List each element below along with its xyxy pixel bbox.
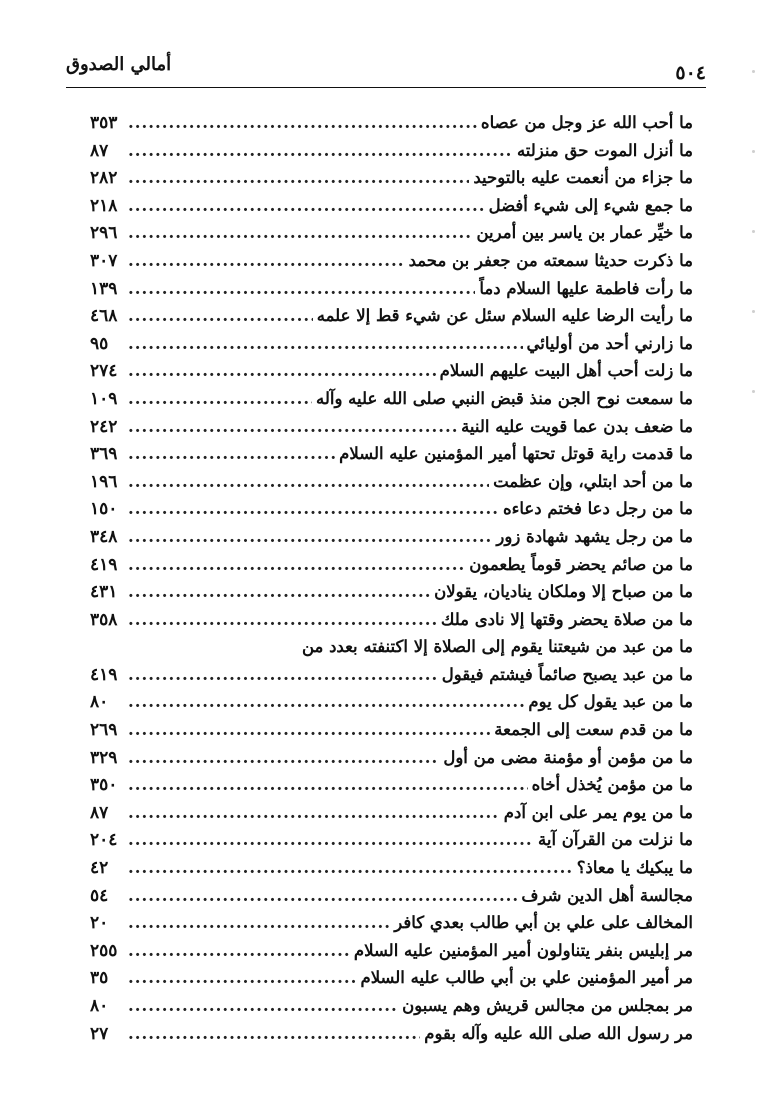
index-entry-page: ٢٦٩ — [90, 720, 118, 741]
index-entry-page: ٢٩٦ — [90, 223, 118, 244]
index-entry — [90, 137, 693, 165]
index-entry-page: ٣٥٠ — [90, 775, 118, 796]
dot-leader — [128, 799, 500, 827]
dot-leader — [128, 661, 438, 689]
index-entry-text: ما زلت أحب أهل البيت عليهم السلام — [439, 361, 693, 381]
index-entry-text: ما من صباح إلا وملكان يناديان، يقولان — [434, 582, 693, 602]
index-entry-text: مر رسول الله صلى الله عليه وآله بقوم — [424, 1023, 693, 1043]
index-entry — [90, 164, 693, 192]
index-entry-page: ٥٤ — [90, 885, 109, 906]
index-entry — [90, 716, 693, 744]
index-entry-page: ٤١٩ — [90, 664, 118, 685]
index-entry-text: ما من مؤمن أو مؤمنة مضى من أول — [443, 747, 693, 767]
index-entry — [90, 413, 693, 441]
dot-leader — [128, 385, 312, 413]
index-entry — [90, 992, 693, 1020]
dot-leader — [128, 109, 477, 137]
index-entry-page: ٢١٨ — [90, 195, 118, 216]
dot-leader — [128, 771, 528, 799]
index-entry-text: مر إبليس بنفر يتناولون أمير المؤمنين عليه السلام — [353, 940, 693, 960]
index-entry-page: ٣٥٣ — [90, 113, 118, 133]
index-entry-page: ٢٧ — [90, 1023, 109, 1044]
dot-leader — [128, 164, 469, 192]
index-entry-page: ٣٢٩ — [90, 747, 118, 768]
index-entry — [90, 302, 693, 330]
index-entry-text: ما من رجل دعا فختم دعاءه — [503, 499, 693, 519]
dot-leader — [128, 909, 390, 937]
index-entry-text: مر أمير المؤمنين علي بن أبي طالب عليه السلام — [360, 968, 693, 988]
index-entry — [90, 1020, 693, 1048]
index-entry-page: ٣٤٨ — [90, 526, 118, 547]
index-entry-page: ٢٨٢ — [90, 168, 118, 189]
index-entry-text: ما رأت فاطمة عليها السلام دماً — [479, 278, 693, 298]
index-entry — [90, 109, 693, 137]
book-title: أمالي الصدوق — [66, 54, 172, 75]
index-entry-text: ما من عبد من شيعتنا يقوم إلى الصلاة إلا اكتنفته بعدد من — [301, 637, 693, 657]
dot-leader — [128, 606, 437, 634]
index-entry-text: ما سمعت نوح الجن منذ قبض النبي صلى الله عليه وآله — [315, 388, 693, 408]
index-entry-text: ما من مؤمن يُخذل أخاه — [531, 775, 693, 795]
index-entry — [90, 440, 693, 468]
dot-leader — [128, 716, 490, 744]
index-entry — [90, 219, 693, 247]
index-entry-page: ٣٥ — [90, 968, 109, 989]
index-entry-page: ٢٠ — [90, 913, 109, 934]
index-entry-page: ٨٠ — [90, 692, 109, 713]
index-entry — [90, 495, 693, 523]
index-entry-page: ٣٠٧ — [90, 250, 118, 271]
dot-leader — [128, 357, 436, 385]
index-entry-text: ما يبكيك يا معاذ؟ — [576, 858, 693, 878]
index-entry-text: ما نزلت من القرآن آية — [538, 830, 693, 850]
index-entry — [90, 964, 693, 992]
index-entry-text: ما أحب الله عز وجل من عصاه — [480, 113, 693, 132]
dot-leader — [128, 964, 357, 992]
index-entry-page: ٢٤٢ — [90, 416, 118, 437]
index-entry-text: ما من قدم سعت إلى الجمعة — [494, 720, 693, 740]
index-entry — [90, 799, 693, 827]
dot-leader — [128, 468, 489, 496]
dot-leader — [128, 551, 465, 579]
dot-leader — [128, 992, 398, 1020]
dot-leader — [128, 275, 475, 303]
dot-leader — [128, 440, 335, 468]
dot-leader — [128, 937, 350, 965]
index-entry — [90, 385, 693, 413]
index-entry — [90, 523, 693, 551]
index-entry-page: ٤٢ — [90, 858, 109, 879]
index-entry-page: ١٣٩ — [90, 278, 118, 299]
index-entry-page: ٢٠٤ — [90, 830, 118, 851]
index-entry — [90, 771, 693, 799]
dot-leader — [128, 744, 439, 772]
index-entry-text: ما ضعف بدن عما قويت عليه النية — [461, 416, 693, 436]
index-entry-page: ٣٦٩ — [90, 444, 118, 465]
index-entry-text: ما من عبد يصبح صائماً فيشتم فيقول — [441, 664, 693, 684]
dot-leader — [128, 413, 457, 441]
index-entry — [90, 578, 693, 606]
index-entry — [90, 275, 693, 303]
dot-leader — [128, 688, 524, 716]
index-entry-page: ٤١٩ — [90, 554, 118, 575]
index-entry-page: ٣٥٨ — [90, 609, 118, 630]
index-entry-page: ١٩٦ — [90, 471, 118, 492]
index-entry-text: مر بمجلس من مجالس قريش وهم يسبون — [402, 996, 693, 1015]
index-entry-text: ما من يوم يمر على ابن آدم — [503, 802, 693, 822]
dot-leader — [128, 523, 492, 551]
index-entry-text: مجالسة أهل الدين شرف — [521, 885, 693, 905]
index-entry — [90, 826, 693, 854]
index-entry — [90, 882, 693, 910]
index-entry — [90, 633, 693, 661]
index-entry-text: ما جزاء من أنعمت عليه بالتوحيد — [473, 168, 693, 188]
index-entry — [90, 330, 693, 358]
index-entry-page: ٨٧ — [90, 140, 109, 161]
index-entry-page: ١٠٩ — [90, 388, 118, 409]
index-entry — [90, 247, 693, 275]
index-entry — [90, 909, 693, 937]
index-entry-text: ما من رجل يشهد شهادة زور — [496, 526, 693, 546]
index-entry-text: ما خيِّر عمار بن ياسر بين أمرين — [476, 223, 693, 243]
dot-leader — [128, 826, 534, 854]
index-entry-text: ما من أحد ابتلي، وإن عظمت — [493, 471, 693, 491]
index-entry-text: ما قدمت راية قوتل تحتها أمير المؤمنين عليه السلام — [339, 444, 693, 464]
index-entry — [90, 688, 693, 716]
running-header — [66, 54, 706, 84]
dot-leader — [128, 882, 517, 910]
index-entry-page: ٤٣١ — [90, 582, 118, 603]
index-entry-page: ٩٥ — [90, 333, 109, 354]
dot-leader — [128, 330, 523, 358]
dot-leader — [128, 1020, 420, 1048]
index-entry — [90, 468, 693, 496]
header-divider — [66, 87, 706, 88]
dot-leader — [128, 495, 499, 523]
index-entry — [90, 192, 693, 220]
index-entry-page: ٢٧٤ — [90, 361, 118, 382]
index-entry-page: ٤٦٨ — [90, 306, 118, 327]
index-entry-text: ما رأيت الرضا عليه السلام سئل عن شيء قط إلا علمه — [316, 306, 693, 326]
index-entry — [90, 744, 693, 772]
index-entry — [90, 854, 693, 882]
dot-leader — [128, 219, 472, 247]
index-entry-text: ما من عبد يقول كل يوم — [528, 692, 693, 712]
dot-leader — [128, 854, 573, 882]
index-entry — [90, 357, 693, 385]
scan-edge-marks — [751, 60, 755, 460]
index-entry — [90, 606, 693, 634]
index-entry — [90, 661, 693, 689]
index-entry-text: ما من صلاة يحضر وقتها إلا نادى ملك — [440, 609, 693, 629]
index-entry-text: ما زارني أحد من أوليائي — [526, 333, 693, 353]
index-entry-text: ما أنزل الموت حق منزلته — [516, 140, 693, 160]
dot-leader — [128, 192, 485, 220]
dot-leader — [128, 302, 313, 330]
index-entry-page: ٢٥٥ — [90, 940, 118, 961]
index-entry-page: ٨٧ — [90, 802, 109, 823]
index-entry-page: ١٥٠ — [90, 499, 118, 520]
page-number: ٥٠٤ — [675, 62, 706, 84]
index-entry-text: ما ذكرت حديثا سمعته من جعفر بن محمد — [408, 250, 693, 270]
index-entry — [90, 551, 693, 579]
dot-leader — [128, 137, 513, 165]
index-entry — [90, 937, 693, 965]
index-entry-text: ما جمع شيء إلى شيء أفضل — [488, 195, 693, 215]
dot-leader — [128, 247, 405, 275]
dot-leader — [128, 578, 430, 606]
index-list — [90, 109, 693, 1047]
index-entry-page: ٨٠ — [90, 996, 109, 1016]
index-entry-text: المخالف على علي بن أبي طالب بعدي كافر — [394, 913, 693, 933]
index-entry-text: ما من صائم يحضر قوماً يطعمون — [469, 554, 693, 574]
